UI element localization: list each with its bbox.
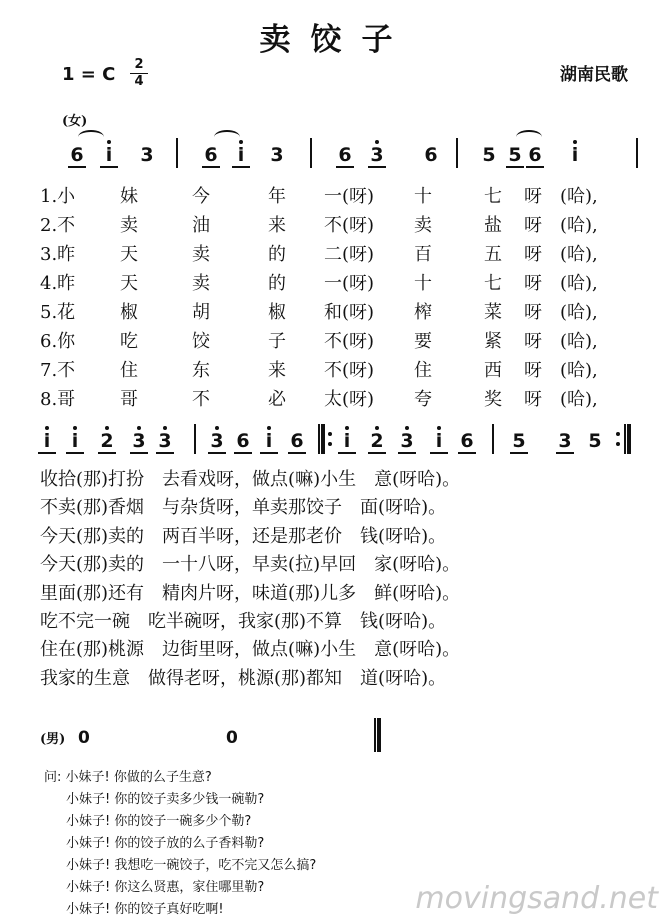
- lyric: 百: [414, 244, 432, 265]
- lyric: 住: [120, 360, 138, 381]
- meter-bottom: 4: [134, 74, 144, 89]
- lyric: 七: [484, 273, 502, 294]
- dialog-line: 小妹子! 你的饺子一碗多少个勒?: [66, 814, 252, 829]
- lyric: (哈),: [560, 360, 598, 381]
- verse-line: [40, 298, 640, 326]
- male-label: (男): [40, 732, 66, 747]
- slur: [214, 130, 240, 144]
- dialog-line: 小妹子! 你这么贤惠，家住哪里勒?: [66, 880, 265, 895]
- note: 5: [506, 144, 524, 168]
- note: i: [38, 430, 56, 454]
- note: 6: [288, 430, 306, 454]
- meter-top: 2: [134, 57, 144, 72]
- note: 5: [510, 430, 528, 454]
- lyric: 吃: [120, 331, 138, 352]
- bar-line: [456, 138, 458, 168]
- verse-line: [40, 385, 640, 413]
- song-source: 湖南民歌: [560, 65, 628, 85]
- female-label: (女): [62, 114, 88, 129]
- dialog-line: 小妹子! 我想吃一碗饺子，吃不完又怎么搞?: [66, 858, 317, 873]
- lyric: 天: [120, 273, 138, 294]
- key-signature: 1 = C: [62, 64, 116, 85]
- verses-part1: [40, 182, 640, 412]
- repeat-dots: [328, 432, 332, 446]
- lyric: 来: [268, 215, 286, 236]
- note: 6: [526, 144, 544, 168]
- lyric: 住: [414, 360, 432, 381]
- note: 3: [368, 144, 386, 168]
- lyric: 油: [192, 215, 210, 236]
- note: 2: [368, 430, 386, 454]
- lyric: 子: [268, 331, 286, 352]
- lyric: (哈),: [560, 186, 598, 207]
- note: 5: [482, 144, 496, 166]
- bar-line: [492, 424, 494, 454]
- watermark: movingsand.net: [415, 881, 658, 916]
- lyric: 呀: [524, 302, 542, 323]
- note: i: [232, 144, 250, 168]
- lyric: 卖: [120, 215, 138, 236]
- note: 3: [270, 144, 284, 166]
- lyric: 一(呀): [324, 273, 375, 294]
- lyric: 西: [484, 360, 502, 381]
- note: i: [260, 430, 278, 454]
- verse-line: 我家的生意 做得老呀，桃源(那)都知 道(呀哈)。: [40, 667, 447, 689]
- lyric: 呀: [524, 331, 542, 352]
- verse-line: 里面(那)还有 精肉片呀，味道(那)儿多 鲜(呀哈)。: [40, 582, 461, 604]
- song-title: 卖饺子: [259, 22, 413, 58]
- verse-line: 住在(那)桃源 边街里呀，做点(嘛)小生 意(呀哈)。: [40, 639, 461, 661]
- verse-line: 不卖(那)香烟 与杂货呀，单卖那饺子 面(呀哈)。: [40, 497, 447, 519]
- bar-line: [176, 138, 178, 168]
- note: 3: [556, 430, 574, 454]
- verse-line: [40, 240, 640, 268]
- lyric: 6.你: [40, 331, 76, 352]
- lyric: 3.昨: [40, 244, 76, 265]
- lyric: 和(呀): [324, 302, 375, 323]
- lyric: 天: [120, 244, 138, 265]
- note: 6: [68, 144, 86, 168]
- verse-line: [40, 356, 640, 384]
- lyric: 二(呀): [324, 244, 375, 265]
- lyric: 不(呀): [324, 331, 375, 352]
- final-bar: [374, 718, 381, 752]
- lyric: 的: [268, 273, 286, 294]
- lyric: 不(呀): [324, 215, 375, 236]
- dialog-line: 小妹子! 你的饺子放的么子香料勒?: [66, 836, 265, 851]
- lyric: 十: [414, 186, 432, 207]
- lyric: 年: [268, 186, 286, 207]
- dialog-line: 小妹子! 你的饺子卖多少钱一碗勒?: [66, 792, 265, 807]
- lyric: 太(呀): [324, 389, 375, 410]
- lyric: 十: [414, 273, 432, 294]
- lyric: 来: [268, 360, 286, 381]
- bar-line: [636, 138, 638, 168]
- lyric: 8.哥: [40, 389, 76, 410]
- lyric: 椒: [268, 302, 286, 323]
- lyric: 哥: [120, 389, 138, 410]
- verse-line: [40, 211, 640, 239]
- lyric: 必: [268, 389, 286, 410]
- lyric: 不(呀): [324, 360, 375, 381]
- lyric: 呀: [524, 244, 542, 265]
- verse-line: 吃不完一碗 吃半碗呀，我家(那)不算 钱(呀哈)。: [40, 611, 447, 633]
- lyric: 呀: [524, 273, 542, 294]
- lyric: 1.小: [40, 186, 76, 207]
- verse-line: [40, 269, 640, 297]
- note: 2: [98, 430, 116, 454]
- lyric: 奖: [484, 389, 502, 410]
- dialog-line: 小妹子! 你的饺子真好吃啊!: [66, 902, 224, 917]
- note: 6: [336, 144, 354, 168]
- lyric: 5.花: [40, 302, 76, 323]
- note: i: [100, 144, 118, 168]
- verse-line: 今天(那)卖的 两百半呀，还是那老价 钱(呀哈)。: [40, 525, 447, 547]
- lyric: 妹: [120, 186, 138, 207]
- lyric: (哈),: [560, 331, 598, 352]
- note: 3: [130, 430, 148, 454]
- bar-line: [194, 424, 196, 454]
- lyric: 卖: [192, 273, 210, 294]
- lyric: (哈),: [560, 302, 598, 323]
- lyric: 胡: [192, 302, 210, 323]
- lyric: 2.不: [40, 215, 76, 236]
- lyric: 要: [414, 331, 432, 352]
- lyric: 紧: [484, 331, 502, 352]
- note: 5: [588, 430, 602, 452]
- note: 6: [458, 430, 476, 454]
- lyric: 夸: [414, 389, 432, 410]
- verse-line: [40, 182, 640, 210]
- notation-row-2: [38, 422, 628, 456]
- note: i: [566, 144, 584, 166]
- repeat-dots: [616, 432, 620, 446]
- note: 3: [398, 430, 416, 454]
- lyric: 卖: [192, 244, 210, 265]
- lyric: 七: [484, 186, 502, 207]
- lyric: 7.不: [40, 360, 76, 381]
- lyric: 盐: [484, 215, 502, 236]
- slur: [516, 130, 542, 144]
- lyric: 呀: [524, 186, 542, 207]
- dialog-line: 问: 小妹子! 你做的么子生意?: [44, 770, 212, 785]
- lyric: 今: [192, 186, 210, 207]
- note: i: [338, 430, 356, 454]
- rest: 0: [78, 728, 90, 748]
- lyric: 榨: [414, 302, 432, 323]
- lyric: 东: [192, 360, 210, 381]
- slur: [78, 130, 104, 144]
- note: 6: [424, 144, 438, 166]
- note: 3: [156, 430, 174, 454]
- verse-line: 今天(那)卖的 一十八呀，早卖(拉)早回 家(呀哈)。: [40, 554, 461, 576]
- note: 3: [140, 144, 154, 166]
- lyric: 卖: [414, 215, 432, 236]
- note: i: [430, 430, 448, 454]
- verses-part2: [40, 466, 460, 693]
- lyric: 4.昨: [40, 273, 76, 294]
- lyric: 呀: [524, 215, 542, 236]
- verse-line: [40, 327, 640, 355]
- notation-row-1: [60, 136, 650, 170]
- note: 6: [234, 430, 252, 454]
- repeat-end-bar: [624, 424, 631, 454]
- lyric: (哈),: [560, 215, 598, 236]
- lyric: (哈),: [560, 244, 598, 265]
- verse-line: 收拾(那)打扮 去看戏呀，做点(嘛)小生 意(呀哈)。: [40, 469, 461, 490]
- lyric: 一(呀): [324, 186, 375, 207]
- lyric: 五: [484, 244, 502, 265]
- note: i: [66, 430, 84, 454]
- lyric: 椒: [120, 302, 138, 323]
- lyric: (哈),: [560, 273, 598, 294]
- lyric: 菜: [484, 302, 502, 323]
- lyric: 呀: [524, 360, 542, 381]
- lyric: 不: [192, 389, 210, 410]
- time-signature: [130, 58, 148, 89]
- bar-line: [310, 138, 312, 168]
- repeat-start-bar: [318, 424, 325, 454]
- note: 6: [202, 144, 220, 168]
- rest: 0: [226, 728, 238, 748]
- lyric: 的: [268, 244, 286, 265]
- lyric: 饺: [192, 331, 210, 352]
- note: 3: [208, 430, 226, 454]
- lyric: (哈),: [560, 389, 598, 410]
- lyric: 呀: [524, 389, 542, 410]
